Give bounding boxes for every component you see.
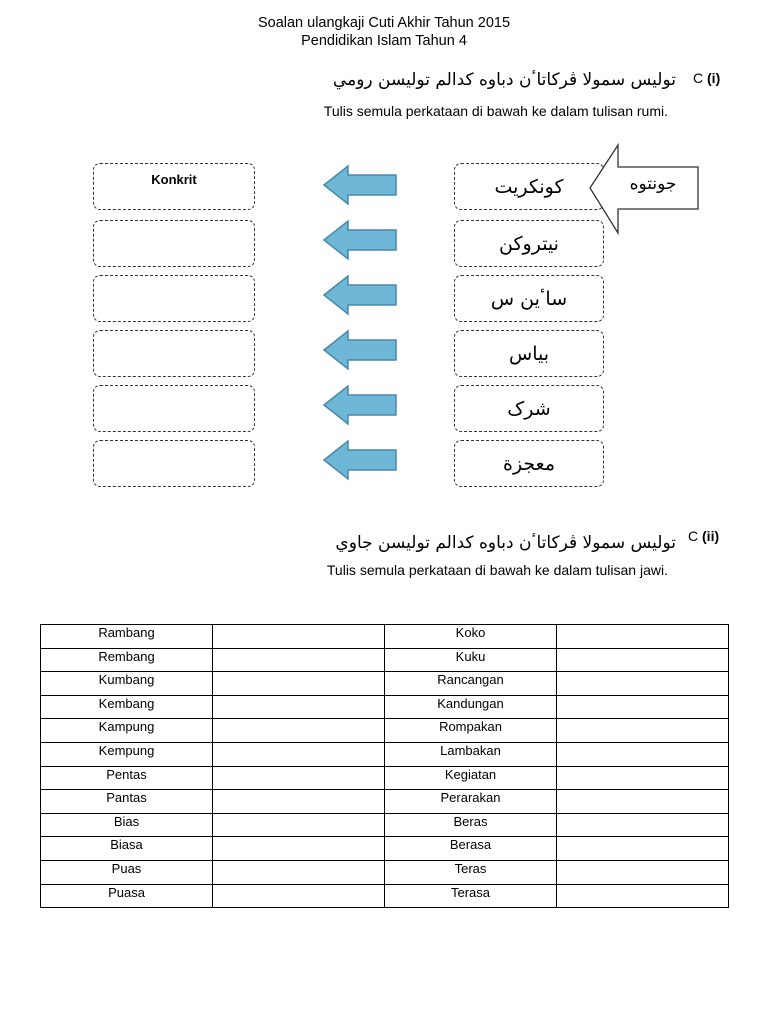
rumi-word-cell: Perarakan xyxy=(385,790,557,814)
word-table xyxy=(40,624,729,908)
rumi-word-cell: Pantas xyxy=(41,790,213,814)
answer-cell[interactable] xyxy=(557,719,729,743)
worksheet-header xyxy=(0,14,768,50)
table-row xyxy=(41,742,729,766)
table-row xyxy=(41,695,729,719)
rumi-word-cell: Rompakan xyxy=(385,719,557,743)
jawi-word: ساٴين س xyxy=(490,287,568,310)
answer-cell[interactable] xyxy=(557,672,729,696)
rumi-word-cell: Kegiatan xyxy=(385,766,557,790)
rumi-word-cell: Kempung xyxy=(41,742,213,766)
jawi-word-box xyxy=(454,385,604,432)
rumi-word-cell: Terasa xyxy=(385,884,557,908)
answer-cell[interactable] xyxy=(213,672,385,696)
jawi-word-box xyxy=(454,440,604,487)
table-row xyxy=(41,790,729,814)
answer-cell[interactable] xyxy=(557,837,729,861)
example-label: جونتوه xyxy=(629,174,677,194)
section1-instruction: Tulis semula perkataan di bawah ke dalam tulisan rumi. xyxy=(323,103,668,119)
answer-cell[interactable] xyxy=(213,625,385,649)
answer-box[interactable] xyxy=(93,220,255,267)
answer-cell[interactable] xyxy=(213,884,385,908)
answer-cell[interactable] xyxy=(557,790,729,814)
jawi-word: كونكريت xyxy=(494,175,564,198)
section2-jawi-title: توليس سمولا ڤركاتاٴن دباوه كدالم توليسن جاوي xyxy=(335,533,676,553)
answer-cell[interactable] xyxy=(557,742,729,766)
rumi-word-cell: Beras xyxy=(385,813,557,837)
rumi-word-cell: Puas xyxy=(41,860,213,884)
header-title: Soalan ulangkaji Cuti Akhir Tahun 2015 xyxy=(257,15,511,31)
left-arrow-icon xyxy=(322,274,398,316)
answer-cell[interactable] xyxy=(557,884,729,908)
jawi-word: شرک xyxy=(507,397,551,420)
answer-box[interactable] xyxy=(93,440,255,487)
rumi-word-cell: Pentas xyxy=(41,766,213,790)
rumi-word-cell: Kumbang xyxy=(41,672,213,696)
answer-box[interactable] xyxy=(93,385,255,432)
section1-label xyxy=(693,70,720,86)
table-row xyxy=(41,884,729,908)
answer-cell[interactable] xyxy=(213,790,385,814)
rumi-word-cell: Teras xyxy=(385,860,557,884)
rumi-word-cell: Rembang xyxy=(41,648,213,672)
rumi-word-cell: Rancangan xyxy=(385,672,557,696)
rumi-word-cell: Bias xyxy=(41,813,213,837)
section1-label-prefix: C xyxy=(693,70,704,86)
answer-cell[interactable] xyxy=(557,766,729,790)
section2-label-num: (ii) xyxy=(702,528,720,544)
section2-instruction: Tulis semula perkataan di bawah ke dalam tulisan jawi. xyxy=(326,562,668,578)
jawi-word-box xyxy=(454,163,604,210)
left-arrow-icon xyxy=(322,164,398,206)
table-row xyxy=(41,625,729,649)
answer-cell[interactable] xyxy=(213,695,385,719)
answer-cell[interactable] xyxy=(557,648,729,672)
answer-box[interactable] xyxy=(93,163,255,210)
table-row xyxy=(41,766,729,790)
jawi-word: بياس xyxy=(509,342,550,365)
jawi-word: نيتروكن xyxy=(499,232,559,255)
section2-label xyxy=(688,528,719,544)
rumi-word-cell: Kandungan xyxy=(385,695,557,719)
section1-jawi-title: توليس سمولا ڤركاتاٴن دباوه كدالم توليسن رومي xyxy=(332,70,676,90)
jawi-word-box xyxy=(454,275,604,322)
answer-text: Konkrit xyxy=(151,172,197,187)
answer-cell[interactable] xyxy=(557,860,729,884)
answer-cell[interactable] xyxy=(213,742,385,766)
rumi-word-cell: Berasa xyxy=(385,837,557,861)
answer-box[interactable] xyxy=(93,330,255,377)
answer-cell[interactable] xyxy=(213,766,385,790)
section1-label-num: (i) xyxy=(707,70,721,86)
answer-cell[interactable] xyxy=(557,813,729,837)
answer-cell[interactable] xyxy=(213,813,385,837)
rumi-word-cell: Kuku xyxy=(385,648,557,672)
header-subtitle: Pendidikan Islam Tahun 4 xyxy=(301,33,467,49)
table-row xyxy=(41,719,729,743)
left-arrow-icon xyxy=(322,384,398,426)
section2-label-prefix: C xyxy=(688,528,699,544)
answer-cell[interactable] xyxy=(557,625,729,649)
answer-cell[interactable] xyxy=(213,719,385,743)
rumi-word-cell: Kampung xyxy=(41,719,213,743)
table-row xyxy=(41,672,729,696)
rumi-word-cell: Kembang xyxy=(41,695,213,719)
rumi-word-cell: Puasa xyxy=(41,884,213,908)
answer-cell[interactable] xyxy=(213,860,385,884)
jawi-word-box xyxy=(454,330,604,377)
table-row xyxy=(41,648,729,672)
jawi-word-box xyxy=(454,220,604,267)
table-row xyxy=(41,860,729,884)
answer-cell[interactable] xyxy=(557,695,729,719)
rumi-word-cell: Lambakan xyxy=(385,742,557,766)
left-arrow-icon xyxy=(322,329,398,371)
answer-cell[interactable] xyxy=(213,837,385,861)
answer-cell[interactable] xyxy=(213,648,385,672)
rumi-word-cell: Biasa xyxy=(41,837,213,861)
jawi-word: معجزة xyxy=(502,452,556,475)
left-arrow-icon xyxy=(322,219,398,261)
answer-box[interactable] xyxy=(93,275,255,322)
rumi-word-cell: Koko xyxy=(385,625,557,649)
table-row xyxy=(41,813,729,837)
rumi-word-cell: Rambang xyxy=(41,625,213,649)
table-row xyxy=(41,837,729,861)
left-arrow-icon xyxy=(322,439,398,481)
